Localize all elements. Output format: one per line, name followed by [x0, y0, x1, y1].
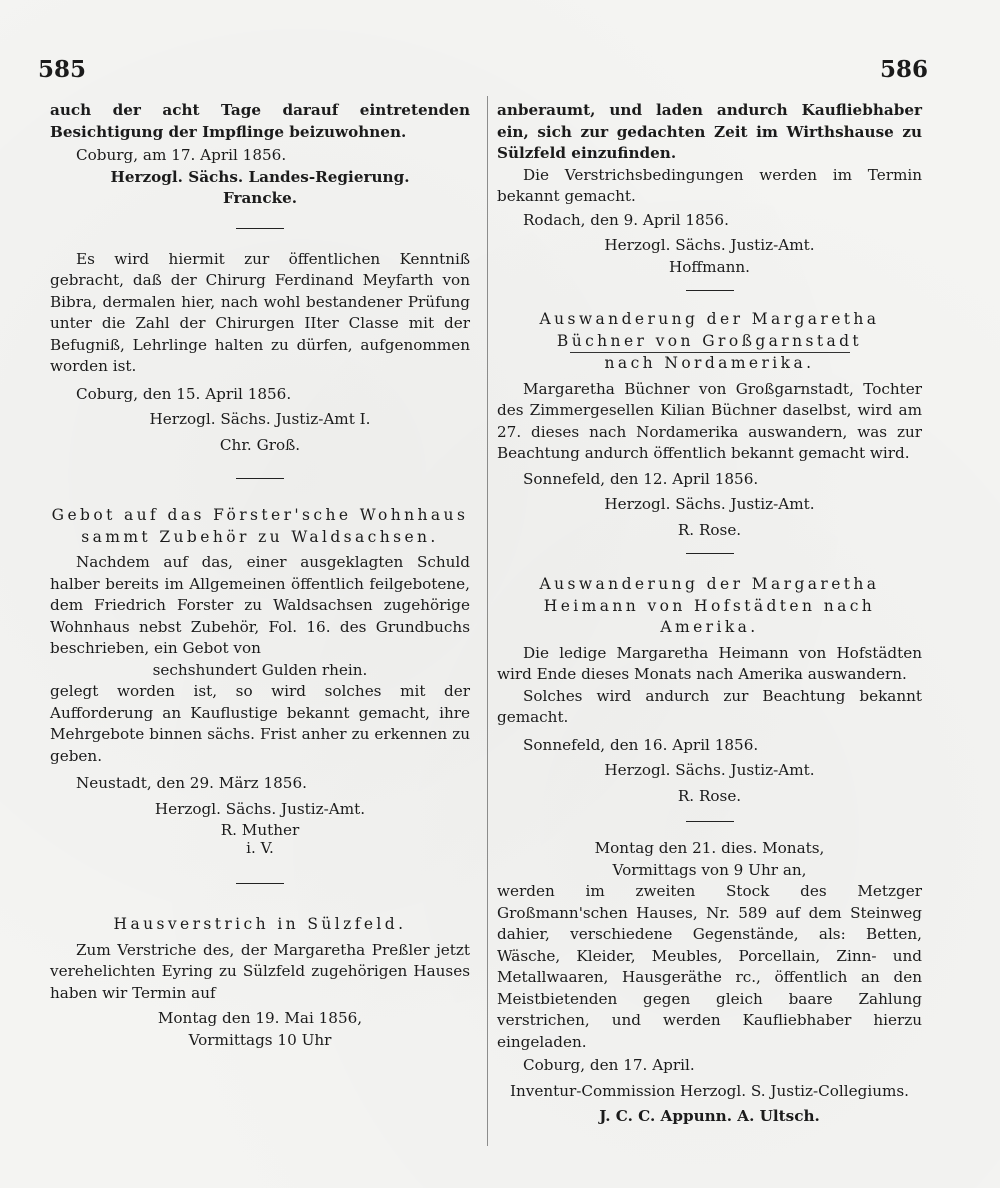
notice-forster-text-cont: gelegt worden ist, so wird solches mit der Aufforderung an Kauflustige bekannt gemacht, ihre Mehrgebote binnen sächs. Frist anher zu erkennen zu geben.	[50, 682, 470, 765]
notice-forster-heading-line1: Gebot auf das Förster'sche Wohnhaus	[51, 506, 469, 524]
notice-sulzfeld-date: Montag den 19. Mai 1856,	[157, 1009, 363, 1027]
notice-heimann-text2: Solches wird andurch zur Beachtung bekannt gemacht.	[497, 686, 922, 726]
page-number-right: 586	[880, 56, 929, 83]
notice-forster-signatory: Herzogl. Sächs. Justiz-Amt.	[154, 799, 366, 818]
notice-surgeon-text: Es wird hiermit zur öffentlichen Kenntniß gebracht, daß der Chirurg Ferdinand Meyfarth von Bibra, dermalen hier, nach wohl bestandener Prüfung unter die Zahl der Chirurgen IIter Classe mit der Befugniß, Lehrlinge halten zu dürfen, aufgenommen worden ist.	[50, 249, 470, 375]
notice-sulzfeld-time: Vormittags 10 Uhr	[188, 1030, 332, 1049]
separator-dash	[686, 553, 734, 554]
notice-surgeon-name: Chr. Groß.	[219, 435, 301, 454]
notice-auction-text: werden im zweiten Stock des Metzger Großmann'schen Hauses, Nr. 589 auf dem Steinweg dahier, verschiedene Gegenstände, als: Betten, Wäsche, Kleider, Meubles, Porcellain, Zinn- und Metallwaaren, Hausgeräthe rc., öffentlich an den Meistbietenden gegen gleich baare Zahlung verstrichen, und werden Kaufliebhaber hierzu eingeladen.	[497, 882, 922, 1051]
notice-surgeon-place: Coburg, den 15. April 1856.	[76, 384, 292, 403]
separator-dash	[686, 290, 734, 291]
notice-buechner-text: Margaretha Büchner von Großgarnstadt, Tochter des Zimmergesellen Kilian Büchner daselbst, wird am 27. dieses nach Nordamerika auswandern, was zur Beachtung andurch öffentlich bekannt gemacht wird.	[497, 379, 922, 462]
separator-dash	[236, 478, 284, 479]
right-column	[497, 100, 922, 1128]
notice-sulzfeld-heading: Hausverstrich in Sülzfeld.	[113, 915, 407, 933]
notice-sulzfeld-name: Hoffmann.	[668, 257, 751, 276]
left-column	[50, 100, 470, 1051]
notice-sulzfeld-text: Zum Verstriche des, der Margaretha Preßler jetzt verehelichten Eyring zu Sülzfeld zugehörigen Hauses haben wir Termin auf	[50, 940, 470, 1002]
column-divider	[487, 96, 488, 1146]
separator-dash	[236, 228, 284, 229]
notice-sulzfeld-continuation: anberaumt, und laden andurch Kaufliebhaber ein, sich zur gedachten Zeit im Wirthshause zu Sülzfeld einzufinden.	[497, 101, 922, 162]
notice-sulzfeld-conditions: Die Verstrichsbedingungen werden im Termin bekannt gemacht.	[497, 165, 922, 205]
notice-heimann-heading: Auswanderung der Margaretha Heimann von Hofstädten nach Amerika.	[539, 575, 880, 636]
notice-surgeon-signatory: Herzogl. Sächs. Justiz-Amt I.	[149, 410, 371, 428]
notice-buechner-place: Sonnefeld, den 12. April 1856.	[523, 469, 759, 488]
notice-heimann-name: R. Rose.	[677, 786, 742, 805]
notice-vaccination-name: Francke.	[222, 189, 298, 207]
separator-dash	[686, 821, 734, 822]
notice-vaccination-signatory: Herzogl. Sächs. Landes-Regierung.	[110, 167, 410, 186]
notice-buechner-name: R. Rose.	[677, 520, 742, 539]
notice-auction-place: Coburg, den 17. April.	[523, 1056, 695, 1074]
notice-buechner-heading-line3: nach Nordamerika.	[570, 352, 850, 375]
notice-auction-time: Vormittags von 9 Uhr an,	[612, 860, 807, 879]
notice-forster-name-note: i. V.	[246, 838, 274, 857]
notice-forster-text: Nachdem auf das, einer ausgeklagten Schuld halber bereits im Allgemeinen öffentlich feilgebotene, dem Friedrich Forster zu Waldsachsen zugehörige Wohnhaus nebst Zubehör, Fol. 16. des Grundbuchs beschrieben, ein Gebot von	[50, 553, 470, 657]
notice-sulzfeld-signatory: Herzogl. Sächs. Justiz-Amt.	[604, 236, 815, 254]
notice-vaccination-place: Coburg, am 17. April 1856.	[76, 146, 287, 164]
notice-vaccination-text: auch der acht Tage darauf eintretenden Besichtigung der Impflinge beizuwohnen.	[50, 101, 470, 141]
notice-buechner-heading-line2: Büchner von Großgarnstadt	[556, 331, 863, 350]
notice-buechner-signatory: Herzogl. Sächs. Justiz-Amt.	[604, 495, 815, 513]
notice-heimann-place: Sonnefeld, den 16. April 1856.	[523, 735, 759, 754]
notice-sulzfeld-place: Rodach, den 9. April 1856.	[523, 210, 729, 229]
notice-buechner-heading-line1: Auswanderung der Margaretha	[539, 310, 880, 328]
separator-dash	[236, 883, 284, 884]
notice-heimann-text: Die ledige Margaretha Heimann von Hofstädten wird Ende dieses Monats nach Amerika auswandern.	[497, 643, 922, 683]
notice-forster-amount: sechshundert Gulden rhein.	[152, 660, 368, 679]
notice-forster-place: Neustadt, den 29. März 1856.	[76, 774, 307, 792]
notice-auction-signatory: Inventur-Commission Herzogl. S. Justiz-Collegiums.	[509, 1081, 910, 1100]
notice-forster-heading-line2: sammt Zubehör zu Waldsachsen.	[81, 527, 439, 546]
page-number-left: 585	[38, 56, 87, 83]
notice-heimann-signatory: Herzogl. Sächs. Justiz-Amt.	[604, 761, 815, 779]
notice-auction-names: J. C. C. Appunn. A. Ultsch.	[599, 1107, 820, 1125]
notice-auction-date: Montag den 21. dies. Monats,	[594, 839, 825, 857]
notice-forster-name: R. Muther	[220, 821, 300, 839]
